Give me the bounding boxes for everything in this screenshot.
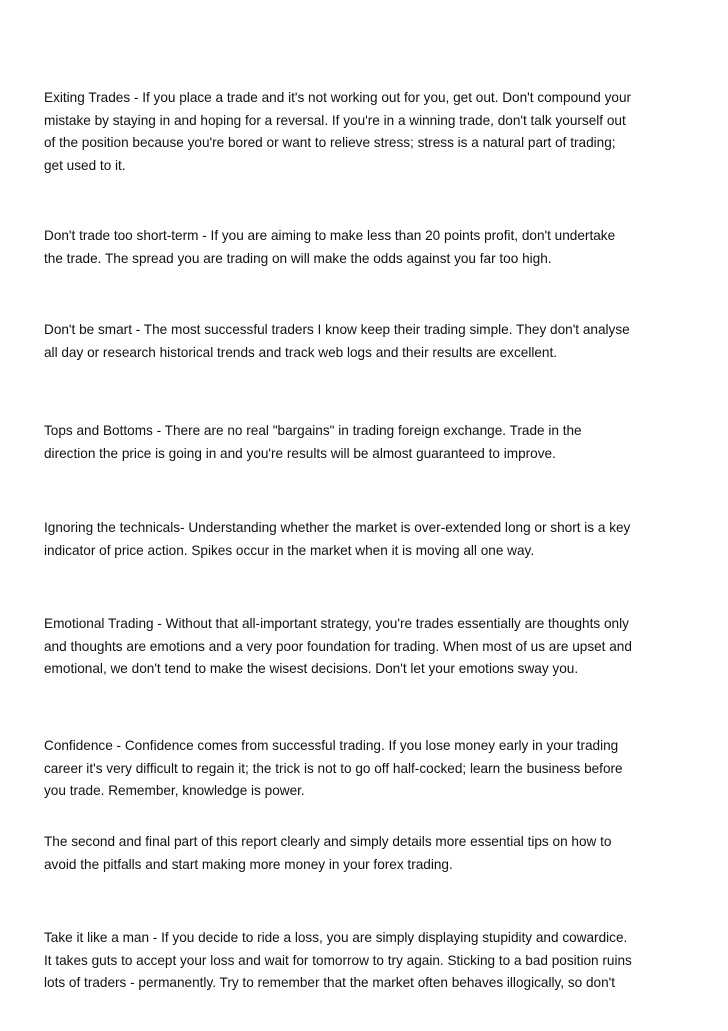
paragraph-be-smart: Don't be smart - The most successful traders I know keep their trading simple. They don't analyse all day or research historical trends and track web logs and their results are excellent.: [44, 322, 630, 360]
paragraph-confidence: Confidence - Confidence comes from successful trading. If you lose money early in your trading career it's very difficult to regain it; the trick is not to go off half-cocked; learn the business before you trade. Remember, knowledge is power.: [44, 738, 623, 798]
paragraph-tops-bottoms: Tops and Bottoms - There are no real "bargains" in trading foreign exchange. Trade in the direction the price is going in and you're results will be almost guaranteed to improve.: [44, 423, 582, 461]
paragraph-technicals: Ignoring the technicals- Understanding whether the market is over-extended long or short is a key indicator of price action. Spikes occur in the market when it is moving all one way.: [44, 520, 631, 558]
paragraph-second-part: The second and final part of this report clearly and simply details more essential tips on how to avoid the pitfalls and start making more money in your forex trading.: [44, 834, 612, 872]
paragraph-exiting-trades: Exiting Trades - If you place a trade and it's not working out for you, get out. Don't compound your mistake by staying in and hoping for a reversal. If you're in a winning trade, don't talk yourself out of the position because you're bored or want to relieve stress; stress is a natural part of trading; get used to it.: [44, 90, 632, 173]
paragraph-emotional-trading: Emotional Trading - Without that all-important strategy, you're trades essentially are thoughts only and thoughts are emotions and a very poor foundation for trading. When most of us are upset and emotional, we don't tend to make the wisest decisions. Don't let your emotions sway you.: [44, 616, 632, 676]
paragraph-take-it-like-a-man: Take it like a man - If you decide to ride a loss, you are simply displaying stupidity and cowardice. It takes guts to accept your loss and wait for tomorrow to try again. Sticking to a bad position ruins lots of traders - permanently. Try to remember that the market often behaves illogically, so don't: [44, 930, 632, 990]
paragraph-short-term: Don't trade too short-term - If you are aiming to make less than 20 points profit, don't undertake the trade. The spread you are trading on will make the odds against you far too high.: [44, 228, 616, 266]
